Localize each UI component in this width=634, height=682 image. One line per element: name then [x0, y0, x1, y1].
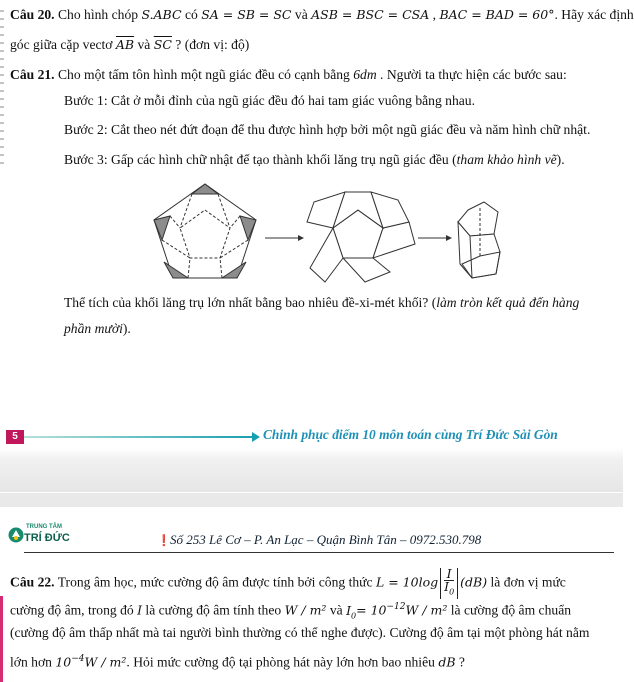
vector-ab: $\overline{AB}$ — [115, 37, 135, 52]
q22-line1 — [10, 568, 566, 599]
page-footer-band — [0, 412, 623, 492]
pentagon-figure — [150, 182, 510, 282]
q20-text: góc giữa cặp vectơ — [10, 37, 116, 52]
q22-i0-eq: = 10 — [356, 602, 387, 618]
pentagon-step2 — [307, 192, 415, 282]
q22-value: 10 — [55, 654, 72, 670]
footer-arrow-icon — [252, 432, 260, 442]
q22-numerator: I — [444, 568, 454, 581]
q21-ask-line1 — [64, 294, 579, 312]
prism — [458, 202, 500, 278]
binding-margin — [0, 10, 4, 165]
q22-line2 — [10, 598, 571, 625]
q21-ask-line2 — [64, 320, 131, 338]
logo-title: TRÍ ĐỨC — [24, 532, 70, 544]
q20-text: ? (đơn vị: độ) — [171, 37, 250, 52]
q21-text: ). — [122, 321, 131, 336]
q22-unit: W / m² — [405, 602, 448, 618]
q22-i0-label: $I_0$ — [346, 602, 357, 621]
q20-label: Câu 20. — [10, 7, 55, 22]
margin-accent — [0, 596, 3, 682]
q20-line1 — [10, 6, 634, 24]
q20-text: và — [291, 7, 312, 22]
page-separator — [0, 493, 623, 507]
q21-text: ). — [556, 152, 565, 167]
q22-i0: I — [444, 579, 450, 594]
q22-fraction — [440, 568, 458, 599]
arrow-1 — [265, 235, 304, 241]
q20-condition: SA = SB = SC — [201, 7, 292, 22]
q22-line3: (cường độ âm thấp nhất mà tai người bình thường có thể nghe được). Cường độ âm tại một phòng hát nằm — [10, 625, 590, 640]
q21-text: Bước 3: Gấp các hình chữ nhật để tạo thành khối lăng trụ ngũ giác đều ( — [64, 152, 457, 167]
q22-text: cường độ âm, trong đó — [10, 602, 138, 618]
q22-text: . Hỏi mức cường độ tại phòng hát này lớn hơn bao nhiêu — [126, 654, 439, 670]
q22-label: Câu 22. — [10, 574, 55, 590]
q20-condition: BAC = BAD = 60° — [439, 7, 555, 22]
q22-unit: W / m² — [84, 654, 127, 670]
q21-text: Cho một tấm tôn hình một ngũ giác đều có cạnh bằng — [57, 67, 354, 82]
q20-text: . Hãy xác định — [554, 7, 634, 22]
logo-subtitle: TRUNG TÂM — [26, 524, 62, 530]
q22-var: I — [137, 602, 143, 618]
q21-step1: Bước 1: Cắt ở mỗi đỉnh của ngũ giác đều đó hai tam giác vuông bằng nhau. — [64, 93, 475, 108]
q22-unit: (dB) — [460, 574, 488, 590]
q20-text: Cho hình chóp — [57, 7, 142, 22]
q22-text: lớn hơn — [10, 654, 56, 670]
q22-formula: L = 10log — [375, 574, 439, 590]
q22-text: là cường độ âm chuẩn — [447, 602, 572, 618]
q21-text: tham khảo hình vẽ — [456, 152, 557, 167]
q21-edge: 6dm — [353, 67, 377, 82]
q21-step2: Bước 2: Cắt theo nét đứt đoạn để thu được hình hợp bởi một ngũ giác đều và năm hình chữ nhật. — [64, 122, 591, 137]
q21-label: Câu 21. — [10, 67, 55, 82]
q22-text: Trong âm học, mức cường độ âm được tính bởi công thức — [57, 574, 376, 590]
vector-sc: $\overline{SC}$ — [153, 37, 172, 52]
q22-unit: W / m² — [284, 602, 327, 618]
location-pin-icon: ❗ — [157, 535, 171, 547]
q20-line2 — [10, 36, 249, 54]
q22-line4 — [10, 650, 465, 672]
q20-condition: ASB = BSC = CSA — [311, 7, 430, 22]
q21-text: Thể tích của khối lăng trụ lớn nhất bằng bao nhiêu đề-xi-mét khối? ( — [64, 295, 437, 310]
header-address: Số 253 Lê Cơ – P. An Lạc – Quận Bình Tân – 0972.530.798 — [170, 532, 482, 547]
arrow-2 — [418, 235, 452, 241]
header-rule — [24, 552, 614, 553]
footer-slogan: Chinh phục điểm 10 môn toán cùng Trí Đức Sài Gòn — [263, 427, 558, 442]
q21-step3 — [64, 151, 565, 169]
q20-separator: , — [429, 7, 440, 22]
q20-text: có — [181, 7, 202, 22]
page-number: 5 — [6, 430, 24, 444]
logo-icon — [8, 527, 24, 543]
pentagon-step1 — [154, 184, 256, 278]
q20-text: và — [134, 37, 154, 52]
q22-denominator: $I_0$ — [444, 579, 455, 597]
q22-exponent: −4 — [71, 654, 85, 664]
q20-pyramid: S.ABC — [141, 7, 182, 22]
q22-exponent: −12 — [386, 602, 406, 612]
q22-text: là cường độ âm tính theo — [142, 602, 285, 618]
q21-text: phần mười — [64, 321, 123, 336]
footer-rule — [24, 436, 256, 438]
q22-text: ? — [455, 654, 465, 670]
q21-text: làm tròn kết quả đến hàng — [436, 295, 580, 310]
q21-line1 — [10, 66, 567, 84]
q22-text: và — [326, 602, 347, 618]
q21-text: . Người ta thực hiện các bước sau: — [376, 67, 567, 82]
q22-text: là đơn vị mức — [487, 574, 566, 590]
q22-db: dB — [438, 654, 456, 670]
